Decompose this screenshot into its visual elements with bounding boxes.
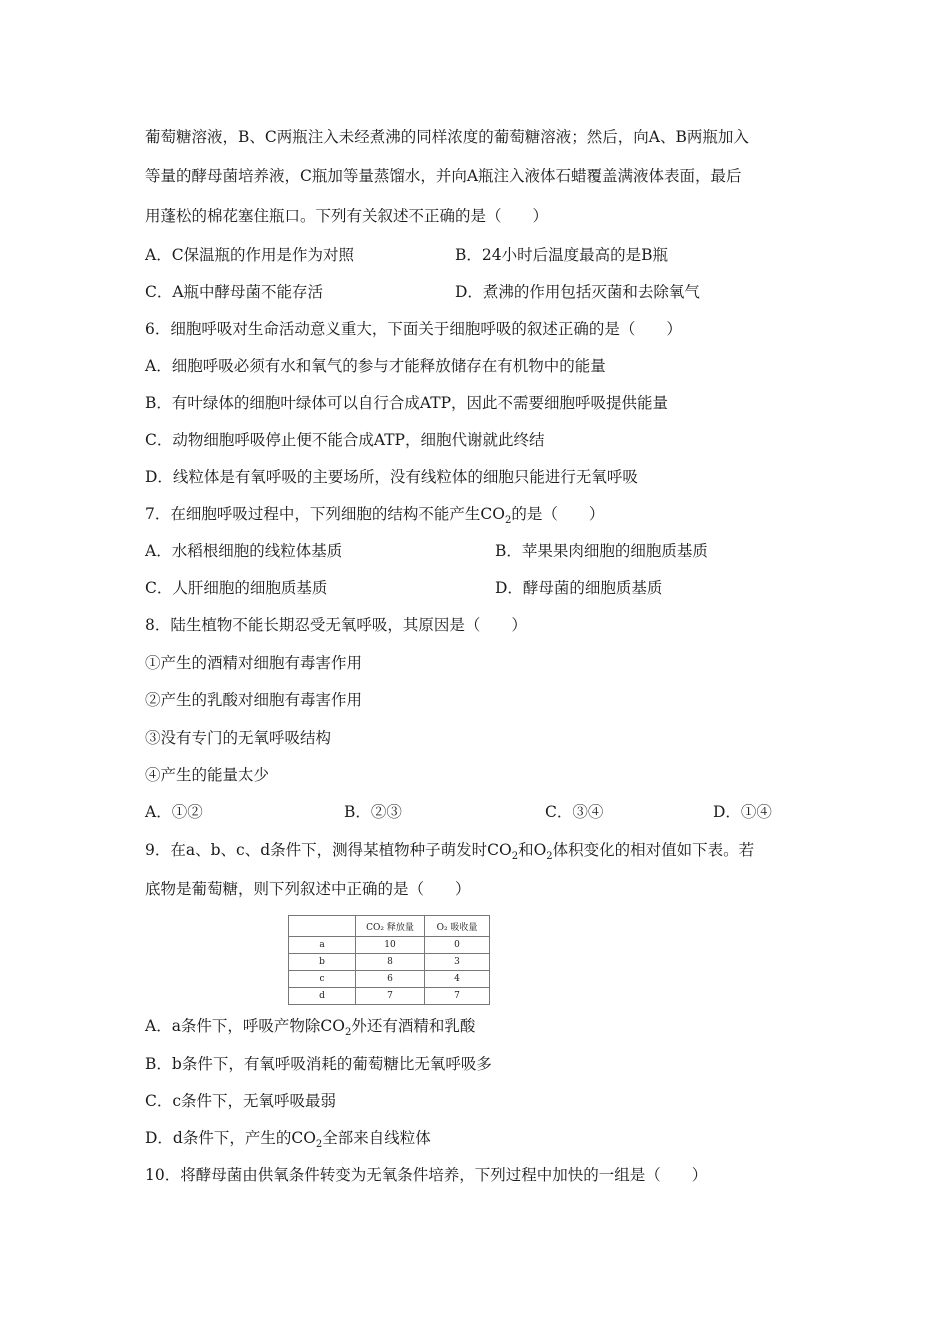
- table-cell: 0: [425, 937, 490, 954]
- q5-option-b: B．24小时后温度最高的是B瓶: [455, 246, 669, 264]
- q10-stem: 10．将酵母菌由供氧条件转变为无氧条件培养，下列过程中加快的一组是（ ）: [145, 1166, 708, 1184]
- table-cell: a: [289, 937, 356, 954]
- table-header-cell: [289, 916, 356, 937]
- q5-option-d: D．煮沸的作用包括灭菌和去除氧气: [455, 283, 700, 301]
- q8-item-3: ③没有专门的无氧呼吸结构: [145, 729, 332, 747]
- table-row: [289, 937, 490, 954]
- q6-option-a: A．细胞呼吸必须有水和氧气的参与才能释放储存在有机物中的能量: [145, 357, 606, 375]
- table-cell: c: [289, 971, 356, 988]
- table-cell: 10: [356, 937, 425, 954]
- table-cell: 7: [356, 988, 425, 1005]
- table-header-cell: CO₂ 释放量: [356, 916, 425, 937]
- q6-option-b: B．有叶绿体的细胞叶绿体可以自行合成ATP，因此不需要细胞呼吸提供能量: [145, 394, 669, 412]
- table-cell: b: [289, 954, 356, 971]
- table-cell: 7: [425, 988, 490, 1005]
- q8-stem: 8．陆生植物不能长期忍受无氧呼吸，其原因是（ ）: [145, 616, 527, 634]
- table-cell: 3: [425, 954, 490, 971]
- q7-option-a: A．水稻根细胞的线粒体基质: [145, 542, 343, 560]
- q9-option-c: C．c条件下，无氧呼吸最弱: [145, 1092, 337, 1110]
- q7-stem: 7．在细胞呼吸过程中，下列细胞的结构不能产生$CO_2$的是（ ）: [145, 505, 605, 527]
- q9-option-b: B．b条件下，有氧呼吸消耗的葡萄糖比无氧呼吸多: [145, 1055, 492, 1073]
- table-cell: 4: [425, 971, 490, 988]
- q8-option-c: C．③④: [545, 803, 604, 821]
- q6-stem: 6．细胞呼吸对生命活动意义重大，下面关于细胞呼吸的叙述正确的是（ ）: [145, 320, 682, 338]
- q8-option-b: B．②③: [344, 803, 402, 821]
- q7-option-b: B．苹果果肉细胞的细胞质基质: [495, 542, 708, 560]
- q9-stem-line1: 9．在a、b、c、d条件下，测得某植物种子萌发时$CO_2$和$O_2$体积变化的相对值如下表。若: [145, 841, 755, 863]
- table-row: [289, 971, 490, 988]
- q8-option-a: A．①②: [145, 803, 203, 821]
- table-row: [289, 988, 490, 1005]
- q9-option-d: D．d条件下，产生的$CO_2$全部来自线粒体: [145, 1129, 431, 1151]
- table-cell: d: [289, 988, 356, 1005]
- q8-item-1: ①产生的酒精对细胞有毒害作用: [145, 654, 363, 672]
- q5-option-c: C．A瓶中酵母菌不能存活: [145, 283, 324, 301]
- q9-data-table: [288, 915, 490, 1005]
- q8-item-2: ②产生的乳酸对细胞有毒害作用: [145, 691, 363, 709]
- table-header-row: [289, 916, 490, 937]
- table-cell: 6: [356, 971, 425, 988]
- q5-stem-line1: 葡萄糖溶液，B、C两瓶注入未经煮沸的同样浓度的葡萄糖溶液；然后，向A、B两瓶加入: [145, 128, 749, 146]
- q7-option-c: C．人肝细胞的细胞质基质: [145, 579, 328, 597]
- table-row: [289, 954, 490, 971]
- table-cell: 8: [356, 954, 425, 971]
- q8-item-4: ④产生的能量太少: [145, 766, 270, 784]
- q9-option-a: A．a条件下，呼吸产物除$CO_2$外还有酒精和乳酸: [145, 1017, 476, 1039]
- q5-stem-line3: 用蓬松的棉花塞住瓶口。下列有关叙述不正确的是（ ）: [145, 207, 549, 225]
- q6-option-d: D．线粒体是有氧呼吸的主要场所，没有线粒体的细胞只能进行无氧呼吸: [145, 468, 638, 486]
- table-header-cell: O₂ 吸收量: [425, 916, 490, 937]
- q5-stem-line2: 等量的酵母菌培养液，C瓶加等量蒸馏水，并向A瓶注入液体石蜡覆盖满液体表面，最后: [145, 167, 742, 185]
- q7-option-d: D．酵母菌的细胞质基质: [495, 579, 663, 597]
- q8-option-d: D．①④: [713, 803, 772, 821]
- q9-stem-line2: 底物是葡萄糖，则下列叙述中正确的是（ ）: [145, 880, 471, 898]
- q6-option-c: C．动物细胞呼吸停止便不能合成ATP，细胞代谢就此终结: [145, 431, 545, 449]
- q5-option-a: A．C保温瓶的作用是作为对照: [145, 246, 355, 264]
